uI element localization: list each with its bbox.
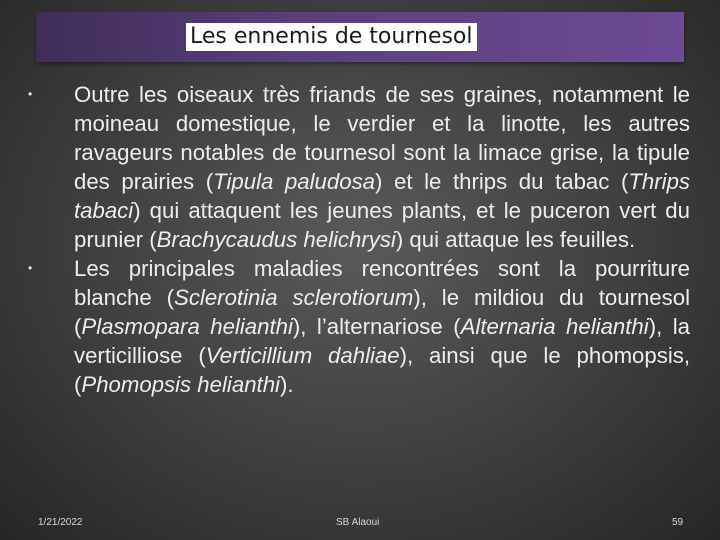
bullet-item-maladies [28,254,690,399]
bullet-item-ravageurs [28,80,690,254]
text-segment: Outre les oiseaux très friands de ses graines, notamment le moineau domestique, le verdier et la linotte, les autres ravageurs notables de tournesol sont la limace grise, la tipule des prairies ( [74,82,690,194]
page-number: 59 [672,517,684,528]
species-name: Sclerotinia sclerotiorum [174,285,414,310]
species-name: Thrips tabaci [74,169,691,223]
species-name: Brachycaudus helichrysi [156,227,396,252]
text-segment: ), ainsi que le phomopsis, ( [74,343,691,397]
bullet-text [74,80,690,254]
bullet-icon: • [28,87,33,101]
footer-author: SB Alaoui [336,517,380,528]
footer-date: 1/21/2022 [38,517,83,528]
text-segment: ), la verticilliose ( [74,314,690,368]
slide-title: Les ennemis de tournesol [186,23,477,51]
bullet-text [74,254,690,399]
bullet-list [28,80,690,399]
species-name: Verticillium dahliae [205,343,400,368]
text-segment: Les principales maladies rencontrées sont la pourriture blanche ( [74,256,690,310]
text-segment: ) et le thrips du tabac ( [375,169,629,194]
text-segment: ). [279,372,294,397]
text-segment: ), l’alternariose ( [292,314,461,339]
text-segment: ) qui attaque les feuilles. [395,227,636,252]
species-name: Plasmopara helianthi [81,314,293,339]
text-segment: ) qui attaquent les jeunes plants, et le puceron vert du prunier ( [74,198,690,252]
species-name: Tipula paludosa [213,169,376,194]
text-segment: ), le mildiou du tournesol ( [74,285,690,339]
species-name: Alternaria helianthi [460,314,649,339]
species-name: Phomopsis helianthi [81,372,280,397]
bullet-icon: • [28,261,33,275]
